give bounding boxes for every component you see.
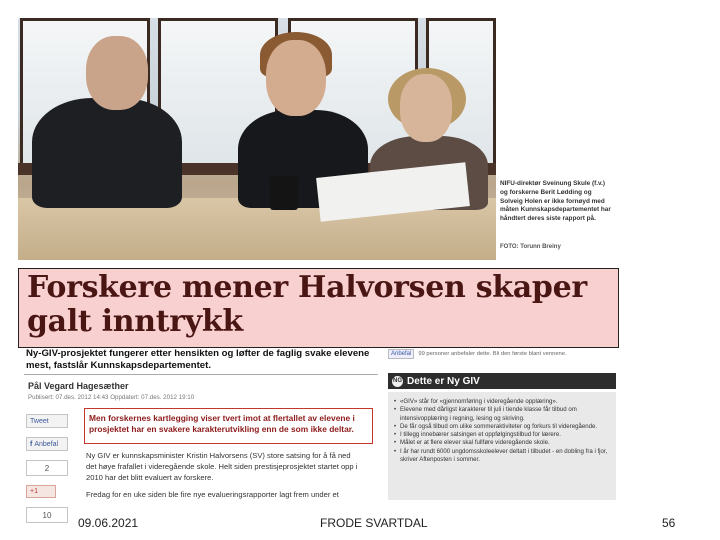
ny-giv-fact-list xyxy=(388,392,616,500)
list-item: • Elevene med dårligst karakterer til juli i tiende klasse får tilbud om intensivopplæring i regning, lesing og skriving. xyxy=(394,406,610,423)
list-item: • I år har rundt 6000 ungdomsskoleelever deltatt i tilbudet - en dobling fra i fjor, skriver Aftenposten i sommer. xyxy=(394,448,610,465)
anbefal-label: Anbefal xyxy=(34,440,59,448)
article-lede: Ny-GIV-prosjektet fungerer etter hensikten og løfter de faglig svake elevene mest, fastslår Kunnskapsdepartementet. xyxy=(26,348,370,371)
facebook-icon: f xyxy=(30,440,33,448)
headline: Forskere mener Halvorsen skaper galt inntrykk xyxy=(27,270,587,339)
ng-logo-icon: NG xyxy=(392,376,403,387)
facebook-recommend-button[interactable] xyxy=(26,437,68,451)
slide-author: FRODE SVARTDAL xyxy=(320,516,428,530)
author-name[interactable]: Pål Vegard Hagesæther xyxy=(28,381,129,391)
photo-credit: FOTO: Torunn Breiny xyxy=(500,244,561,250)
person-left xyxy=(32,98,182,208)
facebook-recommend-sidebar-button[interactable]: Anbefal xyxy=(388,349,414,359)
highlighted-quote: Men forskernes kartlegging viser tvert imot at flertallet av elevene i prosjektet har en svakere karakterutvikling enn de som ikke deltar. xyxy=(84,408,373,444)
tweet-button[interactable] xyxy=(26,414,68,428)
body-line: 2010 har det blitt evaluert av forskere. xyxy=(86,473,214,482)
body-line: Ny GIV er kunnskapsminister Kristin Halvorsens (SV) store satsing for å få ned xyxy=(86,451,351,460)
person-right-head xyxy=(400,74,452,142)
person-center-head xyxy=(266,40,326,116)
article-body xyxy=(86,450,376,500)
photo-caption: NIFU-direktør Sveinung Skule (f.v.) og forskerne Berit Lødding og Solveig Holen er ikke fornøyd med måten Kunnskapsdepartementet har håndtert deres siste rapport på. xyxy=(500,180,611,223)
slide-date: 09.06.2021 xyxy=(78,516,139,530)
person-left-head xyxy=(86,36,148,110)
tweet-label: Tweet xyxy=(30,417,49,425)
list-item: • «GIV» står for «gjennomføring i videregående opplæring». xyxy=(394,398,610,406)
headline-banner xyxy=(18,268,619,348)
publish-dates: Publisert: 07.des. 2012 14:43 Oppdatert: 07.des. 2012 19:10 xyxy=(28,394,195,401)
list-item: • De får også tilbud om ulike sommeraktiviteter og forkurs til videregående. xyxy=(394,423,610,431)
share-count: 2 xyxy=(26,460,68,476)
ny-giv-box-title: Dette er Ny GIV xyxy=(407,375,480,387)
list-item: • I tillegg innebærer satsingen et oppfølgingstilbud for lærere. xyxy=(394,431,610,439)
body-line: det høye frafallet i videregående skole. Helt siden prestisjeprosjektet startet opp i xyxy=(86,462,358,471)
news-photo xyxy=(18,18,496,260)
byline xyxy=(24,374,378,406)
ny-giv-box-header xyxy=(388,373,616,389)
google-plus-button[interactable] xyxy=(26,485,56,498)
coffee-mug xyxy=(270,176,298,210)
facebook-recommend-row xyxy=(388,348,616,360)
share-column xyxy=(26,414,68,532)
body-line: Fredag for en uke siden ble fire nye evalueringsrapporter lagt frem under et xyxy=(86,490,339,499)
list-item: • Målet er at flere elever skal fullføre videregående skole. xyxy=(394,439,610,447)
gplus-label: +1 xyxy=(30,488,38,495)
slide-number: 56 xyxy=(662,516,676,530)
share-count-2: 10 xyxy=(26,507,68,523)
facebook-recommend-text: 99 personer anbefaler dette. Bli den første blant vennene. xyxy=(418,351,567,357)
